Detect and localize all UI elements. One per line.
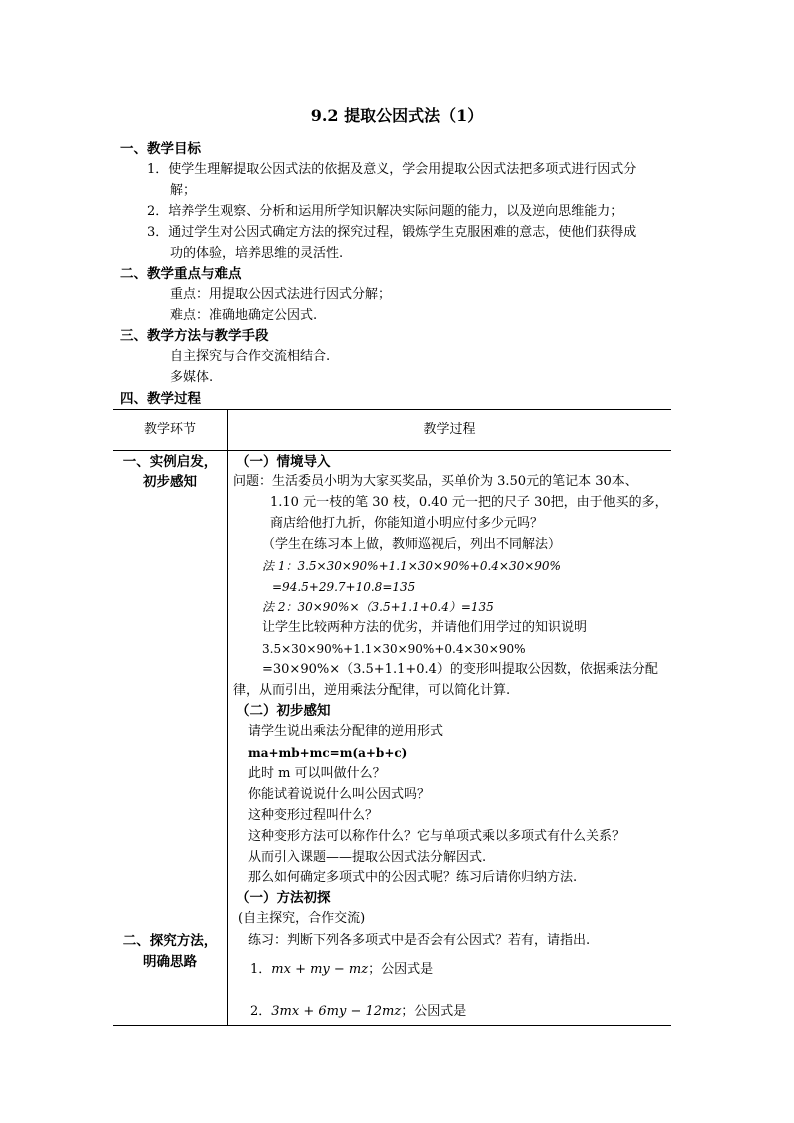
compare-line-2: 3.5×30×90%+1.1×30×90%+0.4×30×90% [262, 642, 526, 656]
table-bottom-border [113, 1025, 671, 1026]
method-1-line-1: 法 1：3.5×30×90%+1.1×30×90%+0.4×30×90% [262, 559, 561, 573]
section-heading-process: 四、教学过程 [120, 391, 201, 407]
exploration-note: (自主探究，合作交流) [238, 911, 366, 926]
section-heading-key-points: 二、教学重点与难点 [120, 266, 242, 282]
objective-1-line-1: 1．使学生理解提取公因式法的依据及意义，学会用提取公因式法把多项式进行因式分 [147, 162, 637, 177]
problem-line-1: 问题：生活委员小明为大家买奖品，买单价为 3.50元的笔记本 30本、 [233, 474, 638, 489]
objective-3-line-1: 3．通过学生对公因式确定方法的探究过程，锻炼学生克服困难的意志，使他们获得成 [147, 225, 637, 240]
question-common-factor: 你能试着说说什么叫公因式吗？ [248, 787, 431, 802]
exercise-1 [250, 961, 433, 979]
objective-1-line-2: 解； [170, 183, 197, 198]
instruction-note: （学生在练习本上做，教师巡视后，列出不同解法） [262, 537, 562, 552]
compare-line-4: 律，从而引出，逆用乘法分配律，可以简化计算. [233, 683, 511, 698]
table-header-border [113, 450, 671, 451]
teaching-method: 自主探究与合作交流相结合. [170, 349, 331, 364]
method-2: 法 2：30×90%×（3.5+1.1+0.4）=135 [262, 600, 494, 614]
exercise-2-number: 2． [250, 1004, 272, 1019]
question-m: 此时 m 可以叫做什么？ [248, 766, 386, 781]
section-heading-objectives: 一、教学目标 [120, 141, 201, 157]
objective-2: 2．培养学生观察、分析和运用所学知识解决实际问题的能力，以及逆向思维能力； [147, 204, 624, 219]
exercise-1-expression: mx + my − mz [271, 962, 369, 977]
stage-2-label-line-1: 二、探究方法， [122, 933, 218, 949]
stage-2-label-line-2: 明确思路 [143, 954, 197, 970]
subheading-method-exploration: （一）方法初探 [236, 890, 331, 906]
compare-line-3: =30×90%×（3.5+1.1+0.4）的变形叫提取公因数，依据乘法分配 [262, 662, 658, 677]
table-column-divider [227, 409, 228, 1025]
exercise-2-answer-prompt: ；公因式是 [401, 1004, 467, 1019]
exercise-1-answer-prompt: ；公因式是 [368, 962, 434, 977]
question-transformation: 这种变形过程叫什么？ [248, 808, 379, 823]
table-header-stage: 教学环节 [143, 422, 196, 437]
question-method-name: 这种变形方法可以称作什么？它与单项式乘以多项式有什么关系？ [248, 829, 626, 844]
key-point: 重点：用提取公因式法进行因式分解； [170, 287, 392, 302]
exercise-1-number: 1． [250, 962, 272, 977]
stage-1-label-line-2: 初步感知 [143, 474, 197, 490]
distributive-formula: ma+mb+mc=m(a+b+c) [248, 746, 408, 760]
table-header-process: 教学过程 [423, 422, 476, 437]
table-top-border [113, 409, 671, 410]
subheading-scenario: （一）情境导入 [236, 454, 331, 470]
page-title: 9.2 提取公因式法（1） [310, 106, 484, 125]
objective-3-line-2: 功的体验，培养思维的灵活性. [170, 246, 344, 261]
exercise-instruction: 练习：判断下列各多项式中是否会有公因式？若有，请指出. [248, 933, 591, 948]
stage-1-label-line-1: 一、实例启发， [122, 454, 218, 470]
problem-line-3: 商店给他打九折，你能知道小明应付多少元吗？ [270, 516, 544, 531]
method-prompt: 那么如何确定多项式中的公因式呢？练习后请你归纳方法. [248, 870, 578, 885]
section-heading-methods: 三、教学方法与教学手段 [120, 328, 269, 344]
teaching-means: 多媒体. [170, 370, 214, 385]
exercise-2-expression: 3mx + 6my − 12mz [271, 1004, 402, 1019]
compare-line-1: 让学生比较两种方法的优劣，并请他们用学过的知识说明 [262, 620, 588, 635]
problem-line-2: 1.10 元一枝的笔 30 枝，0.40 元一把的尺子 30把，由于他买的多， [270, 495, 668, 510]
prompt-distributive-law: 请学生说出乘法分配律的逆用形式 [248, 724, 444, 739]
topic-introduction: 从而引入课题——提取公因式法分解因式. [248, 850, 487, 865]
subheading-initial-perception: （二）初步感知 [236, 703, 331, 719]
exercise-2 [250, 1003, 466, 1021]
method-1-line-2: =94.5+29.7+10.8=135 [272, 580, 416, 594]
difficult-point: 难点：准确地确定公因式. [170, 308, 318, 323]
